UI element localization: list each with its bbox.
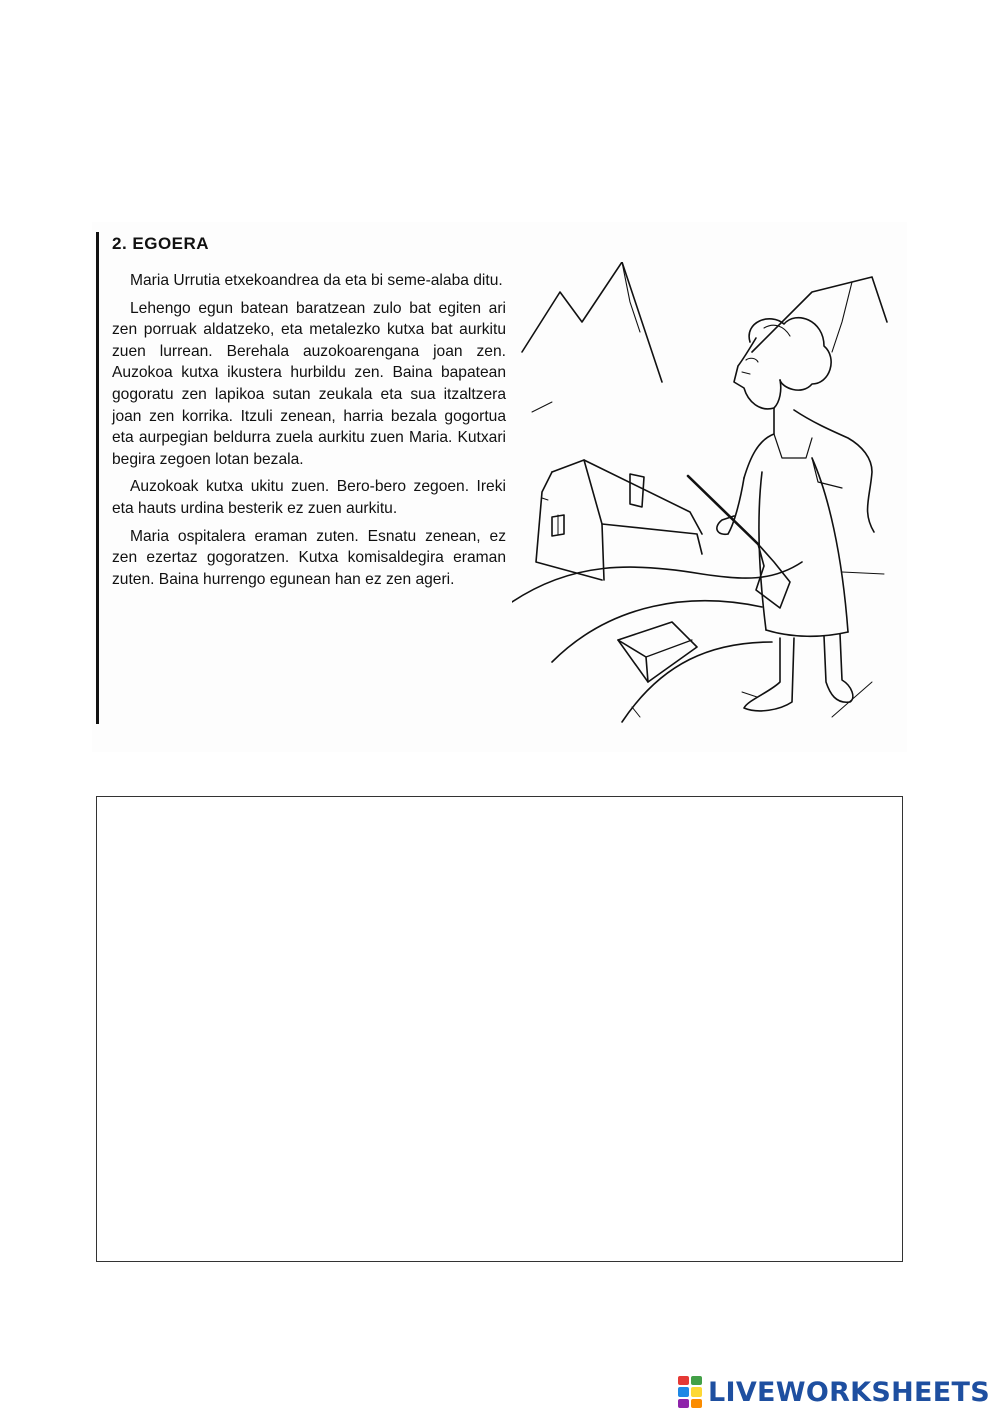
story-paragraph: Maria ospitalera eraman zuten. Esnatu zenean, ez zen ezertaz gogoratzen. Kutxa komisaldegira eraman zuten. Baina hurrengo egunean han ez zen ageri. [112,527,506,588]
margin-bar [96,232,99,724]
story-paragraph: Lehengo egun batean baratzean zulo bat egiten ari zen porruak aldatzeko, eta metalezko kutxa bat aurkitu zuen lurrean. Berehala auzokoarengana joan zen. Auzokoa kutxa ikustera hurbildu zen. Baina bapatean gogoratu zen lapikoa sutan zeukala eta sua itzaltzera joan zen korrika. Itzuli zenean, harria bezala gogortua eta aurpegian beldurra zuela aurkitu zuen Maria. Kutxari begira zegoen lotan bezala. [112,299,506,468]
logo-square [678,1387,689,1396]
answer-box[interactable] [96,796,903,1262]
story-text [112,270,506,596]
story-paragraph: Auzokoak kutxa ukitu zuen. Bero-bero zegoen. Ireki eta hauts urdina besterik ez zuen aurkitu. [112,478,506,517]
brand-logo-icon [678,1376,702,1408]
logo-square [691,1376,702,1385]
liveworksheets-brand [678,1375,990,1409]
logo-square [691,1399,702,1408]
brand-wordmark: LIVEWORKSHEETS [707,1376,990,1408]
woman-with-shovel-illustration [512,262,892,724]
logo-square [678,1399,689,1408]
logo-square [691,1387,702,1396]
section-heading: 2. EGOERA [112,234,210,253]
story-paragraph: Maria Urrutia etxekoandrea da eta bi seme-alaba ditu. [130,272,503,289]
logo-square [678,1376,689,1385]
